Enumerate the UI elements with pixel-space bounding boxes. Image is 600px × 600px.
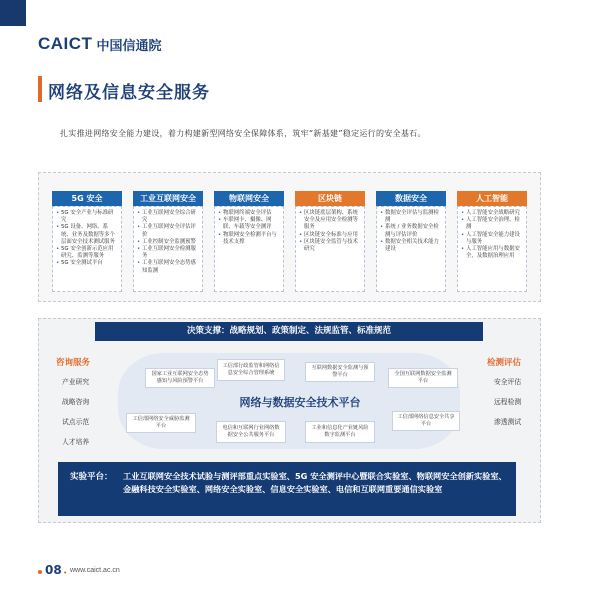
- consulting-item: 试点示范: [62, 418, 90, 426]
- domain-item: • 区块链底层架构、系统安全及应用安全检测等服务: [299, 210, 361, 232]
- policy-support-bar: 决策支撑：战略规划、政策制定、法规监管、标准规范: [95, 322, 483, 341]
- consulting-title: 咨询服务: [56, 358, 91, 368]
- domain-item: • 工业互联网安全检测服务: [137, 246, 199, 260]
- platform-node: 国家工业互联网安全态势感知与风险预警平台: [145, 368, 215, 388]
- domain-header: 工业互联网安全: [133, 191, 203, 206]
- footer-separator: •: [63, 569, 68, 577]
- domain-blockchain: [295, 191, 365, 292]
- page-title: 网络及信息安全服务: [48, 83, 210, 103]
- domain-item: • 工业控制安全监测预警: [137, 239, 199, 246]
- footer-url[interactable]: www.caict.ac.cn: [70, 567, 120, 574]
- domain-item: • 区块链安全监管与技术研究: [299, 239, 361, 253]
- consulting-item: 战略咨询: [62, 398, 90, 406]
- domain-item: • 数据安全评估与监测检测: [380, 210, 442, 224]
- domain-body: [376, 206, 446, 292]
- domain-item: • 人工智能安全战略研究: [461, 210, 523, 217]
- domain-item: • 5G 安全测试平台: [56, 260, 118, 267]
- title-accent-bar: [38, 76, 42, 102]
- domain-item: • 数据安全相关技术能力建设: [380, 239, 442, 253]
- domain-item: • 区块链安全标准与应用: [299, 232, 361, 239]
- domain-header: 物联网安全: [214, 191, 284, 206]
- domain-item: • 5G 安全创新示范应用研究、监测等服务: [56, 246, 118, 260]
- platform-title: 网络与数据安全技术平台: [239, 396, 361, 409]
- consulting-item: 人才培养: [62, 438, 90, 446]
- domain-data-security: [376, 191, 446, 292]
- domain-item: • 人工智能安全能力建设与服务: [461, 232, 523, 246]
- consulting-item: 产业研究: [62, 378, 90, 386]
- platform-node: 工业和信息化产业链风险数字监测平台: [305, 421, 375, 443]
- assessment-item: 安全评估: [494, 378, 522, 386]
- domain-5g: [52, 191, 122, 292]
- domain-header: 区块链: [295, 191, 365, 206]
- domain-body: [133, 206, 203, 292]
- assessment-item: 渗透测试: [494, 418, 522, 426]
- domain-header: 5G 安全: [52, 191, 122, 206]
- footer-dot: [38, 570, 42, 574]
- domain-item: • 人工智能应用与数据安全，及数据治理应用: [461, 246, 523, 260]
- assessment-title: 检测评估: [487, 358, 522, 368]
- logo-cn: 中国信通院: [96, 38, 162, 54]
- domain-item: • 工业互联网安全综合研究: [137, 210, 199, 224]
- corner-block: [0, 0, 26, 26]
- platform-node: 工信部行政监管和网络信息安全综合管理系统: [217, 359, 285, 381]
- platform-node: 互联网数据安全监测与预警平台: [305, 362, 375, 382]
- domain-item: • 车联网卡、摄像、网联、车载等安全测评: [218, 217, 280, 231]
- domain-header: 人工智能: [457, 191, 527, 206]
- domain-item: • 工业互联网安全评估评价: [137, 224, 199, 238]
- logo-en: CAICT: [38, 34, 93, 53]
- domain-item: • 5G 安全产业与标准研究: [56, 210, 118, 224]
- domain-item: • 工业互联网安全态势感知监测: [137, 260, 199, 274]
- lab-text: 工业互联网安全技术试验与测评部重点实验室、5G 安全测评中心暨联合实验室、物联网安全创新实验室、金融科技安全实验室、网络安全实验室、信息安全实验室、电信和互联网重要通信实验室: [123, 471, 507, 494]
- domain-body: [52, 206, 122, 292]
- intro-text: 扎实推进网络安全能力建设，着力构建新型网络安全保障体系，筑牢“新基建”稳定运行的安全基石。: [60, 129, 426, 138]
- platform-node: 电信和互联网行业网络数据安全公共服务平台: [216, 421, 286, 443]
- domain-body: [457, 206, 527, 292]
- logo: [38, 34, 161, 54]
- domain-industrial-internet: [133, 191, 203, 292]
- platform-node: 全国互联网数据安全监测平台: [388, 368, 458, 388]
- lab-label: 实验平台：: [70, 472, 113, 482]
- domain-header: 数据安全: [376, 191, 446, 206]
- domain-item: • 物联网终端安全评估: [218, 210, 280, 217]
- security-domains-panel: [38, 172, 541, 302]
- domain-ai: [457, 191, 527, 292]
- assessment-item: 远程检测: [494, 398, 522, 406]
- domain-item: • 系统 / 业务数据安全检测与评估评价: [380, 224, 442, 238]
- domain-body: [214, 206, 284, 292]
- domain-body: [295, 206, 365, 292]
- platform-node: 工信部网络安全威胁监测平台: [126, 413, 196, 433]
- domain-iot: [214, 191, 284, 292]
- platform-node: 工信部网络信息安全共享平台: [392, 411, 460, 431]
- lab-platform-box: [58, 462, 516, 516]
- domain-item: • 物联网安全检测平台与技术支撑: [218, 232, 280, 246]
- page-number: 08: [45, 563, 62, 577]
- domain-item: • 5G 设备、网络、系统、业务及数据等多个层面安全技术测试服务: [56, 224, 118, 246]
- domain-item: • 人工智能安全治理、检测: [461, 217, 523, 231]
